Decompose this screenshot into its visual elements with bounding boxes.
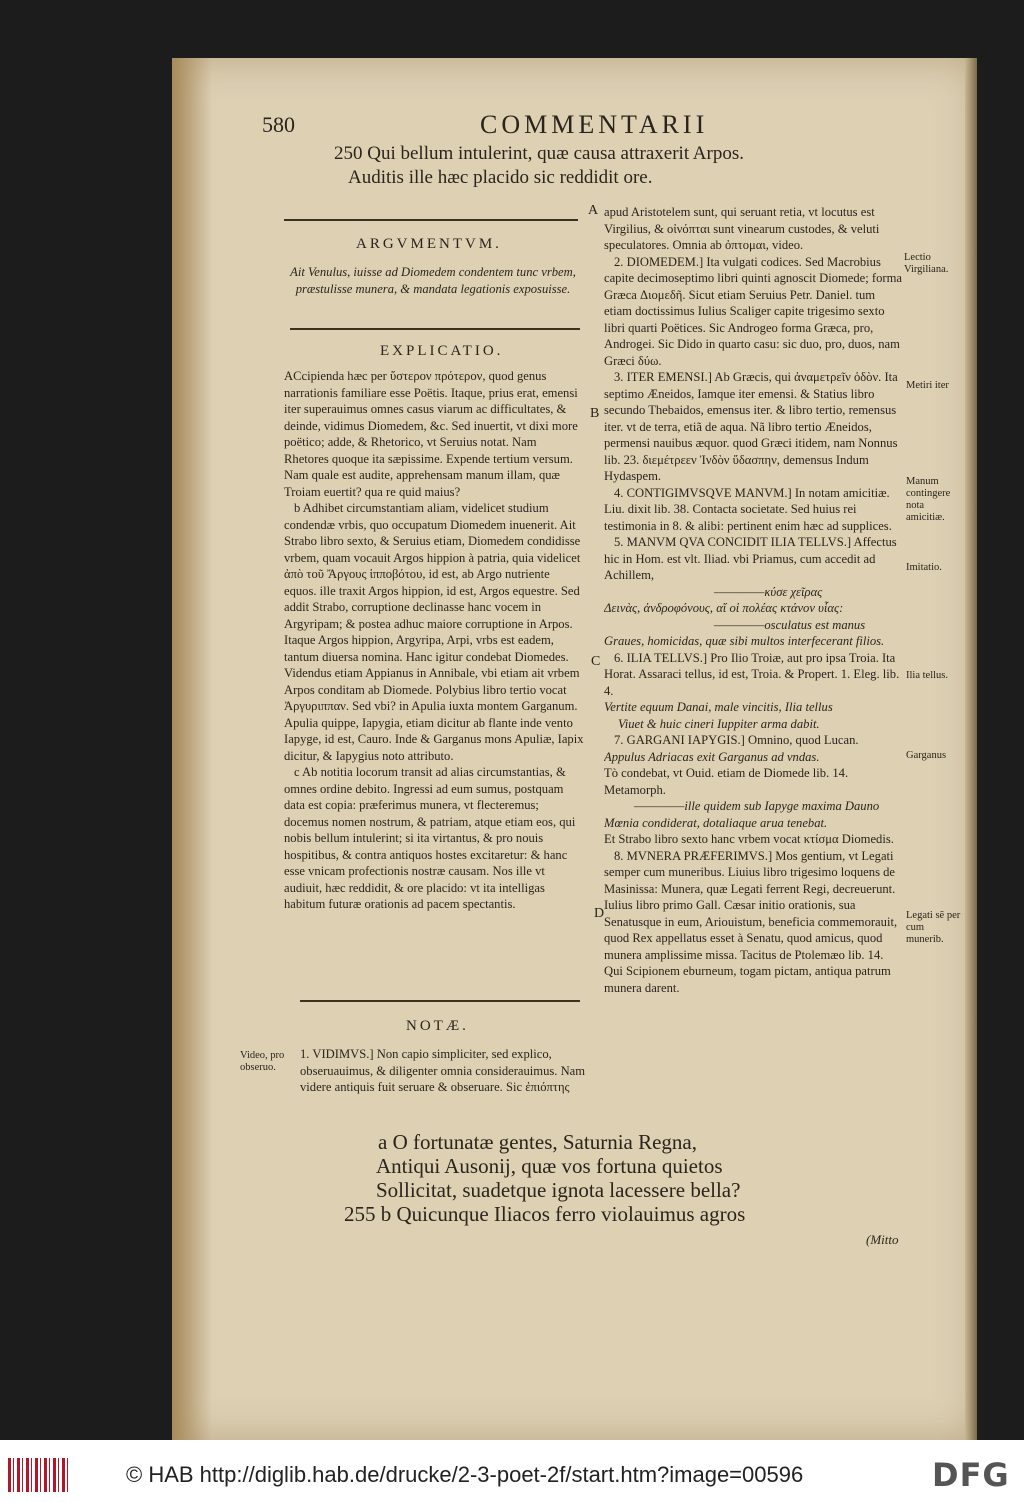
page-shadow-left: [172, 58, 212, 1440]
note-right-2: 2. DIOMEDEM.] Ita vulgati codices. Sed Macrobius capite decimoseptimo libri quinti agnoscit Diomede; forma Græca Διομεδῆ. Sicut etiam Seruius Petr. Daniel. tum etiam doctissimus Iulius Scaliger capite trigesimo sexto libri quarti Poëtices. Sic Androgeo forma Græca, pro, Androgei. Sic Dido in quarto casu: sic duo, pro, duos, nam Græci δύω.: [604, 254, 902, 368]
explicatio-paragraph-a: ACcipienda hæc per ὕστερον πρότερον, quod genus narrationis familiare esse Poëtis. Itaque, prius erat, emensi iter superauimus omnes casus viarum ac difficultates, & deinde, vidimus Diomedem, &c. Sed inuertit, vt dixi more poëtico; adde, & Rhetorico, vt Seruius notat. Nam Rhetores quoque ita sæpissime. Expende tertium versum. Nam quale est audite, apprehensam manum illam, quæ Troiam euertit? qua re quid maius?: [284, 369, 578, 499]
note-right-6: 6. ILIA TELLVS.] Pro Ilio Troiæ, aut pro ipsa Troia. Ita Horat. Assaraci tellus, id est, Troia. & Propert. 1. Eleg. lib. 4.: [604, 650, 900, 698]
margin-note-metiri: Metiri iter: [906, 380, 949, 391]
latin-quote-a: ――――osculatus est manus: [714, 617, 866, 632]
margin-note-garganus: Garganus: [906, 750, 947, 761]
greek-quote-2: Δεινὰς, ἀνδροφόνους, αἵ οἱ πολέας κτάνον υἷας:: [604, 601, 844, 615]
verse-6b: Viuet & huic cineri Iuppiter arma dabit.: [618, 716, 820, 731]
top-verse-line-2: Auditis ille hæc placido sic reddidit ore.: [348, 167, 653, 188]
latin-quote-b: Graues, homicidas, quæ sibi multos interfecerant filios.: [604, 634, 885, 648]
argumentum-text: Ait Venulus, iuisse ad Diomedem condentem tunc vrbem, præstulisse munera, & mandata legationis exposuisse.: [290, 265, 576, 296]
rule-argumentum: [284, 219, 578, 221]
section-letter-a: A: [588, 203, 599, 218]
note-right-3: 3. ITER EMENSI.] Ab Græcis, qui ἀναμετρεῖν ὁδὸν. Ita septimo Æneidos, Iamque iter emensi. & Statius libro secundo Thebaidos, emensus iter. & libro tertio, remensus iter. vt de terra, etiã de aqua. Nã libro tertio Æneidos, permensi nauibus æquor. quod Græci itidem, nam Nonnus lib. 23. διεμέτρεεν Ἰνδὸν ὕδασπην, demensus Indum Hydaspem.: [604, 370, 898, 483]
note-right-1: apud Aristotelem sunt, qui seruant retia, vt locutus est Virgilius, & οἰνόπται sunt vinearum custodes, & veluti speculatores. Omnia ab ὀπτομαι, video.: [604, 205, 880, 252]
note-right-8: 8. MVNERA PRÆFERIMVS.] Mos gentium, vt Legati semper cum muneribus. Liuius libro trigesimo loquens de Masinissa: Munera, quæ Legati ferrent Regi, decreuerunt. Iulius libro primo Gall. Cæsar initio orationis, sua Senatusque in eum, Ariouistum, beneficia commemorauit, quod Rex appellatus esset à Senatu, quod amicus, quod munera amplissime missa. Tacitus de Ptolemæo lib. 14. Qui Scipionem eburneum, togam pictam, antiqua patrum munera darent.: [604, 848, 898, 995]
note-right-5: 5. MANVM QVA CONCIDIT ILIA TELLVS.] Affectus hic in Hom. est vlt. Iliad. vbi Priamus, cum accedit ad Achillem,: [604, 535, 897, 582]
bottom-verse-line-3: Sollicitat, suadetque ignota lacessere bella?: [376, 1178, 741, 1202]
note-right-7c: Et Strabo libro sexto hanc vrbem vocat κτίσμα Diomedis.: [604, 832, 894, 846]
note-right-4: 4. CONTIGIMVSQVE MANVM.] In notam amicitiæ. Liu. dixit lib. 38. Contacta societate. Sed huius rei testimonia in 8. & alibi: pertinent enim hæc ad supplices.: [604, 485, 892, 533]
explicatio-paragraph-c: c Ab notitia locorum transit ad alias circumstantias, & omnes ordine debito. Ingressi ad eum sumus, postquam data est copia: præferimus munera, vt flecteremus; docemus nomen nostrum, & patriam, atque etiam eos, qui nobis bellum intulerint; si ita virtantus, & pro nouis hospitibus, & contra antiquos hostes excitaretur: & hanc esse vnicam profectionis nostræ causam. Nos ille vt audiuit, hæc reddidit, & ore placido: vt ita intelligas habitum futuræ orationis ad pacem spectantis.: [284, 765, 576, 911]
right-column-notes: [604, 204, 904, 1074]
verse-7: Appulus Adriacas exit Garganus ad vndas.: [604, 749, 820, 764]
top-verse-line-1: 250 Qui bellum intulerint, quæ causa attraxerit Arpos.: [334, 143, 745, 164]
section-letter-c: C: [591, 654, 601, 669]
section-letter-b: B: [590, 406, 600, 421]
margin-note-legati: Legati sẽ per cum munerib.: [906, 910, 961, 945]
argumentum-heading: ARGVMENTVM.: [356, 236, 502, 252]
verse-6a: Vertite equum Danai, male vincitis, Ilia tellus: [604, 700, 833, 714]
note-1: 1. VIDIMVS.] Non capio simpliciter, sed explico, obseruauimus, & diligenter omnia considerauimus. Nam videre antiquis fuit seruare & obseruare. Sic ἐπιόπτης: [300, 1047, 586, 1094]
footer-credit-link[interactable]: © HAB http://diglib.hab.de/drucke/2-3-poet-2f/start.htm?image=00596: [126, 1462, 804, 1487]
catchword: (Mitto: [866, 1232, 899, 1247]
verse-7b: Mœnia condiderat, dotaliaque arua tenebat.: [604, 815, 828, 830]
page-number: 580: [262, 112, 295, 137]
book-spine: [965, 58, 977, 1440]
margin-note-video: Video, pro obseruo.: [240, 1050, 285, 1073]
verse-7a: ――――ille quidem sub Iapyge maxima Dauno: [634, 799, 880, 813]
margin-note-ilia: Ilia tellus.: [906, 670, 948, 681]
margin-note-lectio: Lectio Virgiliana.: [904, 252, 949, 275]
margin-note-imitatio: Imitatio.: [906, 562, 942, 573]
bottom-verse-line-1: a O fortunatæ gentes, Saturnia Regna,: [378, 1130, 697, 1154]
running-title: COMMENTARII: [480, 110, 709, 139]
bottom-verse-line-4: 255 b Quicunque Iliacos ferro violauimus agros: [344, 1202, 746, 1226]
section-letter-d: D: [594, 906, 605, 921]
library-logo-icon: [8, 1458, 68, 1492]
note-right-7b: Tò condebat, vt Ouid. etiam de Diomede lib. 14. Metamorph.: [604, 766, 849, 797]
explicatio-body: [284, 368, 584, 948]
greek-quote-1: ――――κύσε χεῖρας: [714, 584, 823, 599]
margin-note-manum: Manum contingere nota amicitiæ.: [906, 476, 951, 523]
note-right-7: 7. GARGANI IAPYGIS.] Omnino, quod Lucan.: [614, 733, 859, 747]
dfg-logo: DFG: [932, 1456, 1010, 1494]
rule-notae: [300, 1000, 580, 1002]
explicatio-paragraph-b: b Adhibet circumstantiam aliam, videlicet studium condendæ vrbis, quo occupatum Diomedem inuenerit. Ait Strabo libro sexto, & Seruius etiam, Diomedem condidisse vrbem, quam vocauit Argos hippion à patria, quia videlicet ἀπὸ τοῦ Ἄργους ἱπποβότου, id est, ab Argo nutriente equos. ille traxit Argos hippion, id est, Argos equestre. Sed addit Strabo, corruptione declinasse hanc vocem in Argyripam; & postea adhuc maiore corruptione in Arpos. Itaque Argos hippion, Argyripa, Arpi, vrbs est eadem, tantum diuersa nomina. Hanc igitur condebat Diomedes. Videndus etiam Appianus in Annibale, vbi etiam ait vrbem Arpos conditam ab Diomede. Polybius libro tertio vocat Ἀργυριππαν. Sed vbi? in Apulia iuxta montem Garganum. Apulia quippe, Iapygia, etiam dicitur ab flante inde vento Iapyge, id est, Cauro. Inde & Garganus mons Apuliæ, Iapix dicitur, & Iapygius noto attributo.: [284, 501, 584, 763]
explicatio-heading: EXPLICATIO.: [380, 343, 504, 359]
bottom-verse-line-2: Antiqui Ausonij, quæ vos fortuna quietos: [376, 1154, 723, 1178]
notae-heading: NOTÆ.: [406, 1018, 469, 1034]
rule-explicatio: [290, 328, 580, 330]
